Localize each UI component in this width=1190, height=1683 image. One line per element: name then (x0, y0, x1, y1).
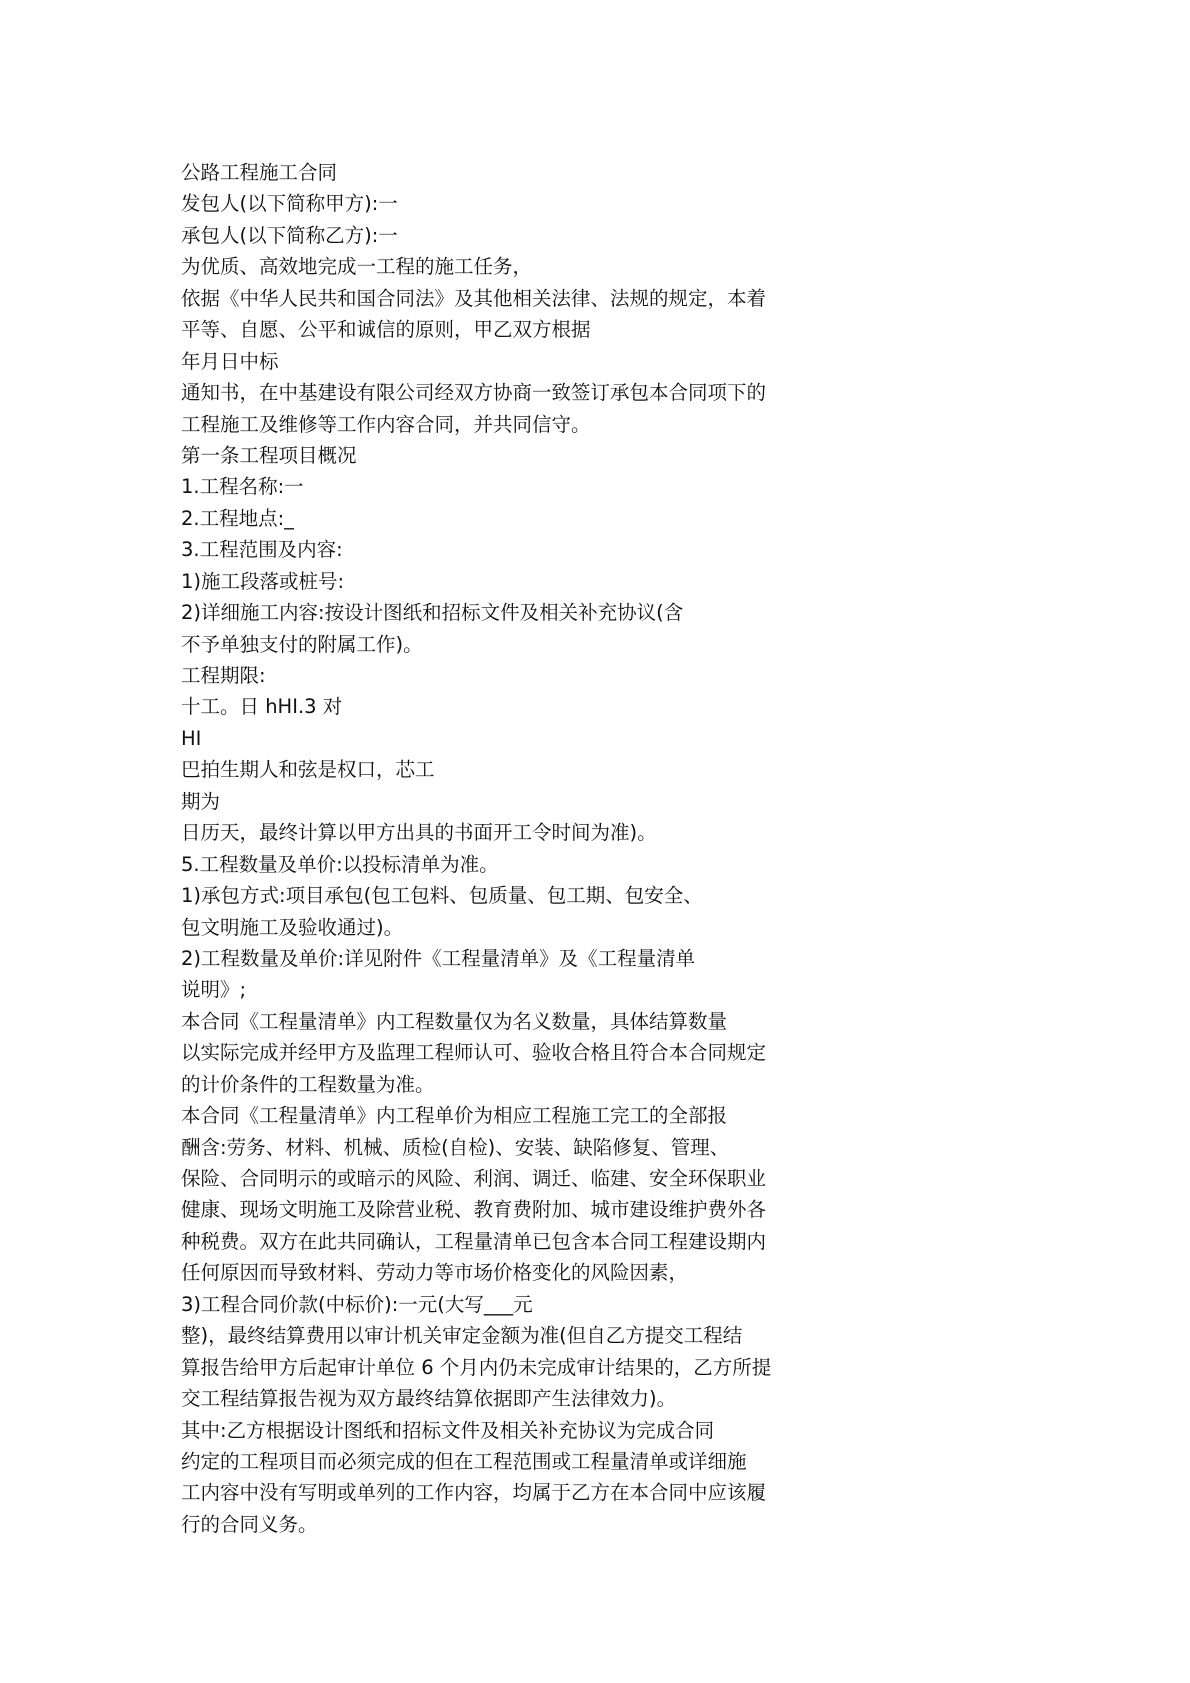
text-line: 约定的工程项目而必须完成的但在工程范围或工程量清单或详细施 (181, 1449, 747, 1473)
text-line: 通知书，在中基建设有限公司经双方协商一致签订承包本合同项下的 (181, 381, 767, 405)
text-line: 1)承包方式:项目承包(包工包料、包质量、包工期、包安全、 (181, 884, 703, 908)
text-line: 包文明施工及验收通过)。 (181, 915, 404, 939)
text-line: 巴拍生期人和弦是权口，芯工 (181, 758, 435, 782)
text-line: HI (181, 726, 202, 750)
text-line: 种税费。双方在此共同确认，工程量清单已包含本合同工程建设期内 (181, 1229, 767, 1253)
contract-text (181, 157, 841, 1540)
text-line: 任何原因而导致材料、劳动力等市场价格变化的风险因素， (181, 1261, 689, 1285)
text-line: 说明》; (181, 978, 247, 1002)
text-line: 2.工程地点:_ (181, 506, 294, 530)
text-line: 其中:乙方根据设计图纸和招标文件及相关补充协议为完成合同 (181, 1418, 715, 1442)
text-line: 日历天，最终计算以甲方出具的书面开工令时间为准)。 (181, 821, 657, 845)
text-line: 工程期限: (181, 664, 266, 687)
text-line: 健康、现场文明施工及除营业税、教育费附加、城市建设维护费外各 (181, 1198, 767, 1222)
text-line: 1.工程名称:一 (181, 475, 304, 499)
text-line: 2)工程数量及单价:详见附件《工程量清单》及《工程量清单 (181, 946, 696, 970)
text-line: 工内容中没有写明或单列的工作内容，均属于乙方在本合同中应该履 (181, 1481, 767, 1505)
document-title: 公路工程施工合同 (181, 161, 338, 184)
text-line: 3.工程范围及内容: (181, 538, 343, 562)
text-line: 2)详细施工内容:按设计图纸和招标文件及相关补充协议(含 (181, 601, 684, 625)
text-line: 不予单独支付的附属工作)。 (181, 632, 423, 656)
text-line: 以实际完成并经甲方及监理工程师认可、验收合格且符合本合同规定 (181, 1041, 767, 1065)
text-line: 工程施工及维修等工作内容合同，并共同信守。 (181, 412, 591, 436)
text-line: 本合同《工程量清单》内工程数量仅为名义数量，具体结算数量 (181, 1009, 728, 1033)
section-heading: 第一条工程项目概况 (181, 443, 357, 467)
text-line: 平等、自愿、公平和诚信的原则，甲乙双方根据 (181, 318, 591, 342)
text-line: 算报告给甲方后起审计单位 6 个月内仍未完成审计结果的，乙方所提 (181, 1355, 772, 1379)
text-line: 3)工程合同价款(中标价):一元(大写___元 (181, 1292, 533, 1316)
text-line: 1)施工段落或桩号: (181, 569, 345, 593)
text-line: 整)，最终结算费用以审计机关审定金额为准(但自乙方提交工程结 (181, 1324, 743, 1348)
text-line: 期为 (181, 789, 221, 813)
text-line: 本合同《工程量清单》内工程单价为相应工程施工完工的全部报 (181, 1104, 728, 1128)
text-line: 5.工程数量及单价:以投标清单为准。 (181, 852, 499, 876)
text-line: 的计价条件的工程数量为准。 (181, 1072, 435, 1096)
text-line: 交工程结算报告视为双方最终结算依据即产生法律效力)。 (181, 1387, 677, 1411)
text-line: 十工。日 hHI.3 对 (181, 695, 343, 719)
text-line: 依据《中华人民共和国合同法》及其他相关法律、法规的规定，本着 (181, 286, 767, 310)
text-line: 保险、合同明示的或暗示的风险、利润、调迁、临建、安全环保职业 (181, 1167, 767, 1190)
text-line: 酬含:劳务、材料、机械、质检(自检)、安装、缺陷修复、管理、 (181, 1135, 730, 1159)
text-line: 行的合同义务。 (181, 1512, 318, 1536)
text-line: 承包人(以下简称乙方):一 (181, 223, 398, 247)
text-line: 发包人(以下简称甲方):一 (181, 192, 398, 216)
text-line: 为优质、高效地完成一工程的施工任务， (181, 255, 533, 279)
text-line: 年月日中标 (181, 349, 279, 373)
